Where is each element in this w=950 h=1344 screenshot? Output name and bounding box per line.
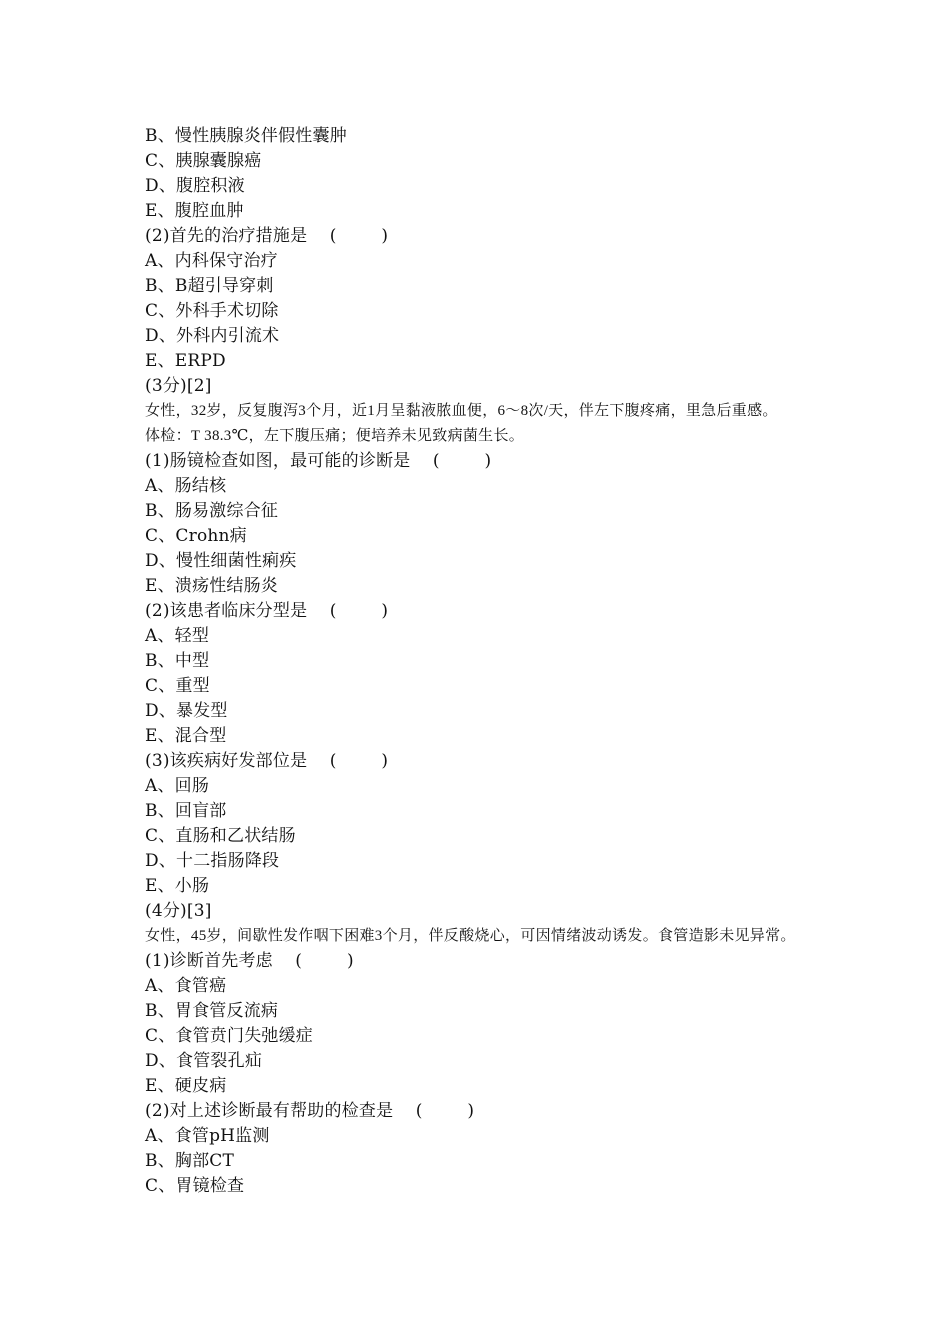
option-line: B、B超引导穿刺 — [145, 276, 274, 296]
option-line: B、胃食管反流病 — [145, 1001, 279, 1021]
section-header: (3分)[2] — [145, 376, 212, 396]
case-stem: 体检：T 38.3℃，左下腹压痛；便培养未见致病菌生长。 — [145, 428, 525, 444]
option-line: A、食管pH监测 — [145, 1126, 270, 1146]
option-line: E、ERPD — [145, 351, 226, 371]
option-line: E、腹腔血肿 — [145, 201, 244, 221]
question-line: (1)诊断首先考虑 ( ) — [145, 951, 354, 971]
option-line: A、肠结核 — [145, 476, 227, 496]
option-line: C、Crohn病 — [145, 526, 247, 546]
option-line: B、中型 — [145, 651, 210, 671]
document-page — [145, 124, 825, 1199]
question-line: (1)肠镜检查如图，最可能的诊断是 ( ) — [145, 451, 492, 471]
option-line: C、食管贲门失弛缓症 — [145, 1026, 314, 1046]
option-line: D、暴发型 — [145, 701, 228, 721]
option-line: E、混合型 — [145, 726, 227, 746]
option-line: A、回肠 — [145, 776, 210, 796]
option-line: B、肠易激综合征 — [145, 501, 279, 521]
option-line: B、回盲部 — [145, 801, 227, 821]
option-line: C、胃镜检查 — [145, 1176, 245, 1196]
option-line: A、轻型 — [145, 626, 210, 646]
question-line: (2)首先的治疗措施是 ( ) — [145, 226, 389, 246]
option-line: C、胰腺囊腺癌 — [145, 151, 262, 171]
option-line: D、十二指肠降段 — [145, 851, 280, 871]
option-line: C、外科手术切除 — [145, 301, 279, 321]
option-line: E、硬皮病 — [145, 1076, 227, 1096]
question-line: (2)该患者临床分型是 ( ) — [145, 601, 389, 621]
case-stem: 女性，45岁，间歇性发作咽下困难3个月，伴反酸烧心，可因情绪波动诱发。食管造影未见异常。 — [145, 928, 796, 944]
question-line: (2)对上述诊断最有帮助的检查是 ( ) — [145, 1101, 475, 1121]
option-line: A、内科保守治疗 — [145, 251, 278, 271]
option-line: D、慢性细菌性痢疾 — [145, 551, 297, 571]
option-line: A、食管癌 — [145, 976, 227, 996]
option-line: E、小肠 — [145, 876, 210, 896]
option-line: D、食管裂孔疝 — [145, 1051, 263, 1071]
option-line: B、慢性胰腺炎伴假性囊肿 — [145, 126, 347, 146]
option-line: D、外科内引流术 — [145, 326, 280, 346]
option-line: E、溃疡性结肠炎 — [145, 576, 279, 596]
section-header: (4分)[3] — [145, 901, 212, 921]
question-line: (3)该疾病好发部位是 ( ) — [145, 751, 389, 771]
case-stem: 女性，32岁，反复腹泻3个月，近1月呈黏液脓血便，6～8次/天，伴左下腹疼痛，里急后重感。 — [145, 403, 778, 419]
option-line: B、胸部CT — [145, 1151, 235, 1171]
option-line: C、直肠和乙状结肠 — [145, 826, 296, 846]
option-line: C、重型 — [145, 676, 210, 696]
option-line: D、腹腔积液 — [145, 176, 245, 196]
